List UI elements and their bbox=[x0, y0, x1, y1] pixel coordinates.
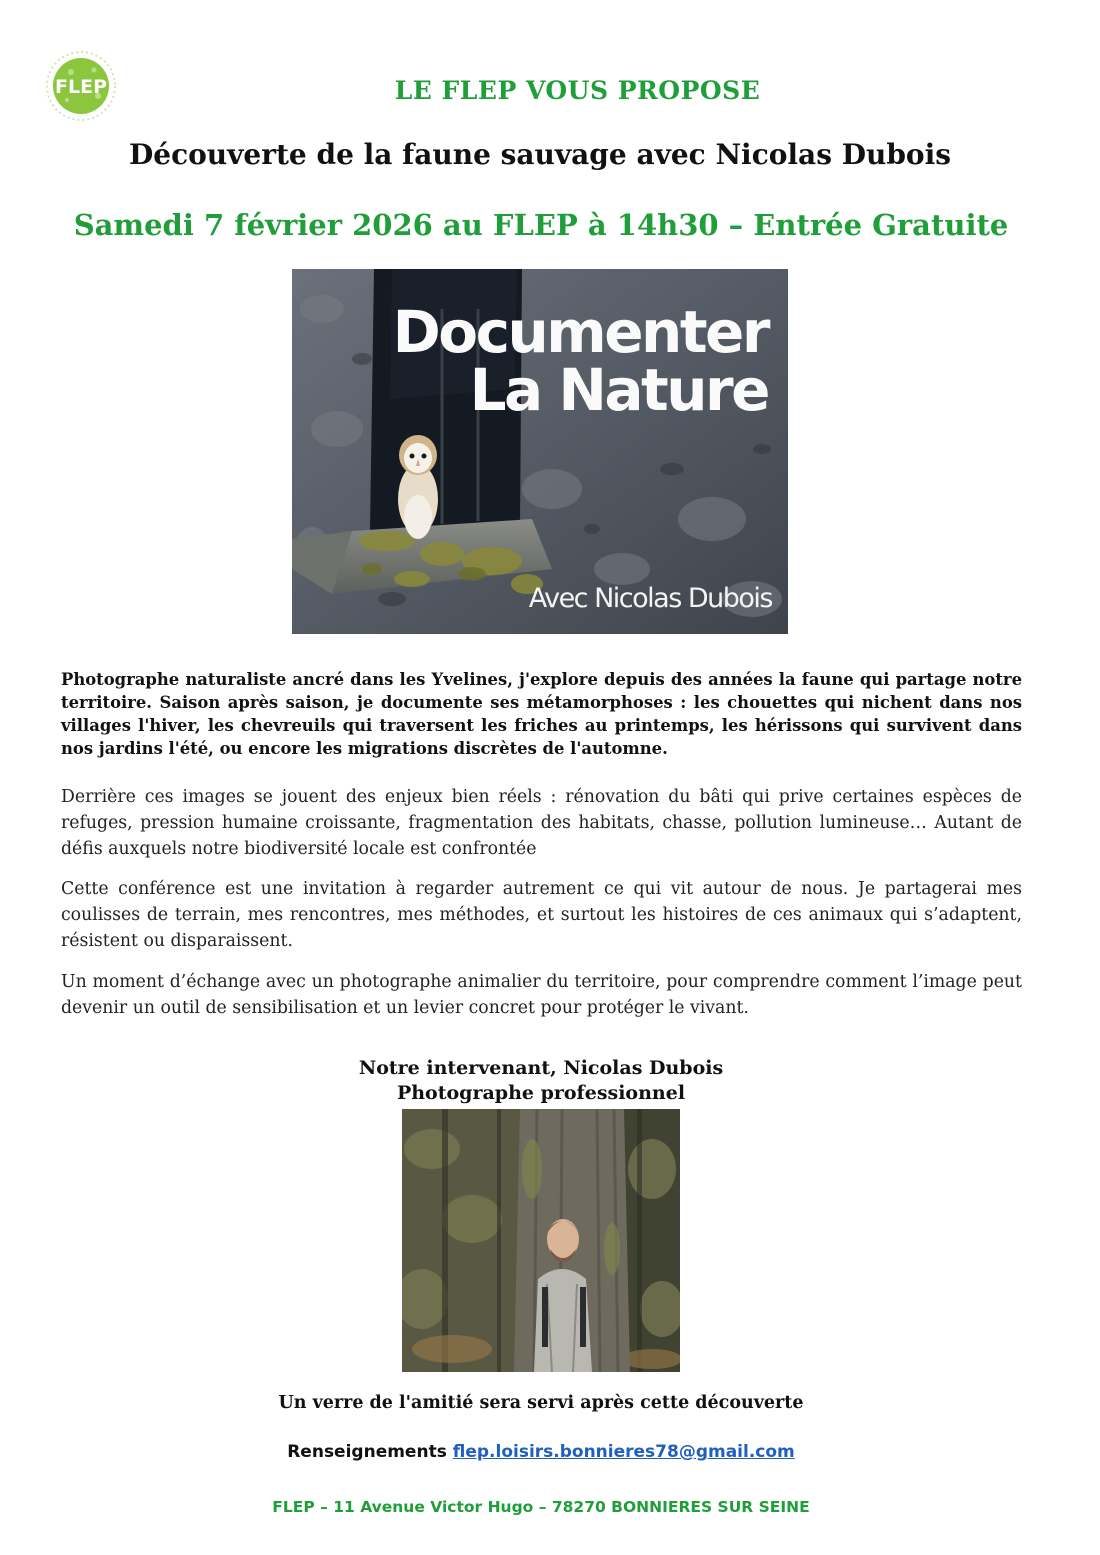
paragraph-1: Derrière ces images se jouent des enjeux bien réels : rénovation du bâti qui prive certaines espèces de refuges, pression humaine croissante, fragmentation des habitats, chasse, pollution lumineuse… Autant de défis auxquels notre biodiversité locale est confrontée bbox=[61, 787, 1022, 859]
poster-title bbox=[392, 298, 768, 424]
poster-title-line2: La Nature bbox=[469, 356, 768, 424]
speaker-photo bbox=[402, 1109, 680, 1372]
paragraph-3: Un moment d’échange avec un photographe animalier du territoire, pour comprendre comment l’image peut devenir un outil de sensibilisation et un levier concret pour protéger le vivant. bbox=[61, 972, 1022, 1018]
poster-image bbox=[292, 269, 788, 634]
address-line: FLEP – 11 Avenue Victor Hugo – 78270 BONNIERES SUR SEINE bbox=[272, 1498, 810, 1516]
contact-line bbox=[0, 1442, 1082, 1462]
poster-title-line1: Documenter bbox=[392, 298, 768, 366]
contact-label: Renseignements bbox=[287, 1442, 447, 1462]
owl bbox=[398, 435, 438, 539]
kicker-heading: LE FLEP VOUS PROPOSE bbox=[394, 76, 761, 105]
speaker-role: Photographe professionnel bbox=[396, 1082, 686, 1104]
speaker-heading bbox=[0, 1056, 1082, 1106]
logo-text: FLEP bbox=[55, 76, 107, 98]
speaker-portrait bbox=[402, 1109, 680, 1372]
intro-paragraph: Photographe naturaliste ancré dans les Yvelines, j'explore depuis des années la faune qui partage notre territoire. Saison après saison, je documente ses métamorphoses : les chouettes qui nichent dans nos villages l'hiver, les chevreuils qui traversent les friches au printemps, les hérissons qui survivent dans nos jardins l'été, ou encore les migrations discrètes de l'automne. bbox=[61, 670, 1022, 758]
poster-subtitle: Avec Nicolas Dubois bbox=[528, 583, 772, 614]
cheers-note: Un verre de l'amitié sera servi après cette découverte bbox=[278, 1393, 804, 1413]
contact-email-link[interactable]: flep.loisirs.bonnieres78@gmail.com bbox=[452, 1442, 795, 1462]
paragraph-2: Cette conférence est une invitation à regarder autrement ce qui vit autour de nous. Je partagerai mes coulisses de terrain, mes rencontres, mes méthodes, et surtout les histoires de ces animaux qui s’adaptent, résistent ou disparaissent. bbox=[61, 879, 1022, 951]
page-title: Découverte de la faune sauvage avec Nicolas Dubois bbox=[128, 138, 952, 171]
event-date-line: Samedi 7 février 2026 au FLEP à 14h30 – Entrée Gratuite bbox=[73, 208, 1009, 242]
speaker-name: Notre intervenant, Nicolas Dubois bbox=[358, 1057, 724, 1079]
